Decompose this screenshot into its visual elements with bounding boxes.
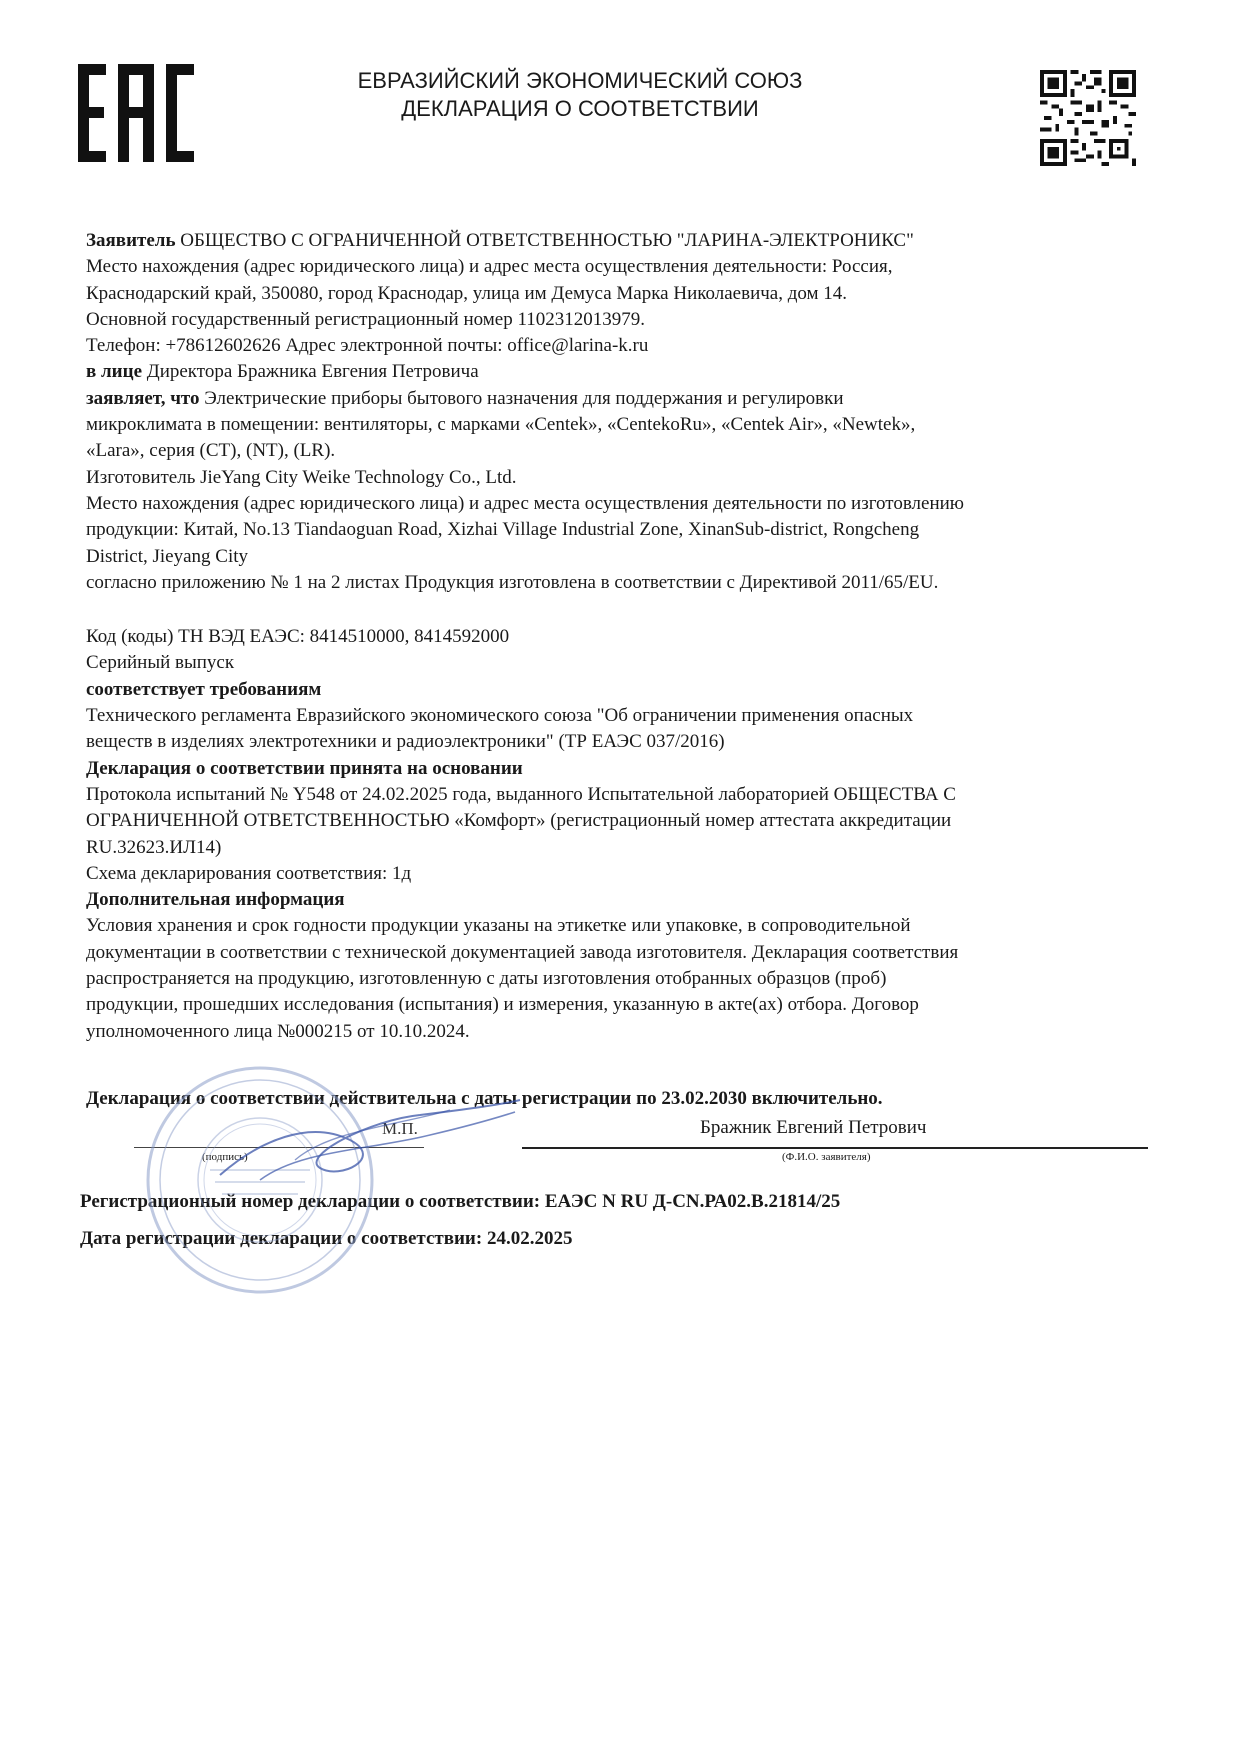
signatory-name: Бражник Евгений Петрович xyxy=(700,1117,927,1138)
basis-line-1: Протокола испытаний № Y548 от 24.02.2025 года, выданного Испытательной лабораторией ОБЩЕСТВА С xyxy=(86,783,956,805)
declares-line-3: «Lara», серия (CT), (NT), (LR). xyxy=(86,440,336,462)
handwritten-signature-icon xyxy=(200,1080,530,1200)
validity-statement: Декларация о соответствии действительна с даты регистрации по 23.02.2030 включительно. xyxy=(86,1088,883,1109)
additional-line-5: уполномоченного лица №000215 от 10.10.2024. xyxy=(86,1020,470,1042)
compliance-label: соответствует требованиям xyxy=(86,678,322,700)
manufacturer-line-5: согласно приложению № 1 на 2 листах Продукция изготовлена в соответствии с Директивой 2011/65/EU. xyxy=(86,571,939,593)
manufacturer-line-3: продукции: Китай, No.13 Tiandaoguan Road, Xizhai Village Industrial Zone, XinanSub-district, Rongcheng xyxy=(86,519,920,541)
basis-line-3: RU.32623.ИЛ14) xyxy=(86,836,222,858)
declares-line-1 xyxy=(86,386,1166,412)
registration-date: Дата регистрации декларации о соответствии: 24.02.2025 xyxy=(80,1228,573,1249)
compliance-line-1: Технического регламента Евразийского экономического союза "Об ограничении применения опасных xyxy=(86,705,914,727)
applicant-address-2: Краснодарский край, 350080, город Краснодар, улица им Демуса Марка Николаевича, дом 14. xyxy=(86,282,848,304)
registration-number: Регистрационный номер декларации о соответствии: ЕАЭС N RU Д-CN.РА02.В.21814/25 xyxy=(80,1191,841,1212)
compliance-line-2: веществ в изделиях электротехники и радиоэлектроники" (ТР ЕАЭС 037/2016) xyxy=(86,731,725,753)
basis-label: Декларация о соответствии принята на основании xyxy=(86,757,523,779)
applicant-name: ОБЩЕСТВО С ОГРАНИЧЕННОЙ ОТВЕТСТВЕННОСТЬЮ "ЛАРИНА-ЭЛЕКТРОНИКС" xyxy=(180,230,914,251)
basis-line-2: ОГРАНИЧЕННОЙ ОТВЕТСТВЕННОСТЬЮ «Комфорт» (регистрационный номер аттестата аккредитации xyxy=(86,810,952,832)
manufacturer-line-4: District, Jieyang City xyxy=(86,545,249,567)
additional-line-1: Условия хранения и срок годности продукции указаны на этикетке или упаковке, в сопроводительной xyxy=(86,915,911,937)
declaration-body xyxy=(86,228,1166,1045)
declares-label: заявляет, что xyxy=(86,387,200,409)
declares-text: Электрические приборы бытового назначения для поддержания и регулировки xyxy=(204,387,844,409)
spacer xyxy=(86,596,1166,624)
manufacturer-line-2: Место нахождения (адрес юридического лица) и адрес места осуществления деятельности по изготовлению xyxy=(86,492,964,514)
applicant-label: Заявитель xyxy=(86,230,176,251)
declaration-title: ДЕКЛАРАЦИЯ О СООТВЕТСТВИИ xyxy=(401,96,759,121)
additional-line-4: продукции, прошедших исследования (испытания) и измерения, указанную в акте(ах) отбора. Договор xyxy=(86,994,919,1016)
applicant-person-line xyxy=(86,359,1166,385)
additional-line-2: документации в соответствии с технической документацией завода изготовителя. Декларация соответствия xyxy=(86,941,959,963)
applicant-contacts: Телефон: +78612602626 Адрес электронной почты: office@larina-k.ru xyxy=(86,335,649,357)
document-header xyxy=(300,67,860,123)
applicant-address-1: Место нахождения (адрес юридического лица) и адрес места осуществления деятельности: Россия, xyxy=(86,256,893,278)
name-line xyxy=(522,1147,1148,1149)
signature-caption: (подпись) xyxy=(202,1151,248,1163)
production-type: Серийный выпуск xyxy=(86,652,235,674)
tn-ved-codes: Код (коды) ТН ВЭД ЕАЭС: 8414510000, 8414592000 xyxy=(86,626,510,648)
qr-code-icon xyxy=(1040,70,1136,166)
additional-line-3: распространяется на продукцию, изготовленную с даты изготовления отобранных образцов (проб) xyxy=(86,968,887,990)
manufacturer-line-1: Изготовитель JieYang City Weike Technology Co., Ltd. xyxy=(86,466,517,488)
name-caption: (Ф.И.О. заявителя) xyxy=(782,1151,871,1163)
applicant-line xyxy=(86,228,1166,254)
applicant-ogrn: Основной государственный регистрационный номер 1102312013979. xyxy=(86,308,646,330)
union-title: ЕВРАЗИЙСКИЙ ЭКОНОМИЧЕСКИЙ СОЮЗ xyxy=(357,68,803,93)
person-label: в лице xyxy=(86,361,142,383)
person-name: Директора Бражника Евгения Петровича xyxy=(146,361,479,383)
declares-line-2: микроклимата в помещении: вентиляторы, с марками «Centek», «CentekoRu», «Centek Air», «Newtek», xyxy=(86,414,916,436)
additional-label: Дополнительная информация xyxy=(86,889,345,911)
stamp-place-label: М.П. xyxy=(382,1119,418,1138)
eac-logo xyxy=(78,64,194,162)
declaration-scheme: Схема декларирования соответствия: 1д xyxy=(86,862,412,884)
